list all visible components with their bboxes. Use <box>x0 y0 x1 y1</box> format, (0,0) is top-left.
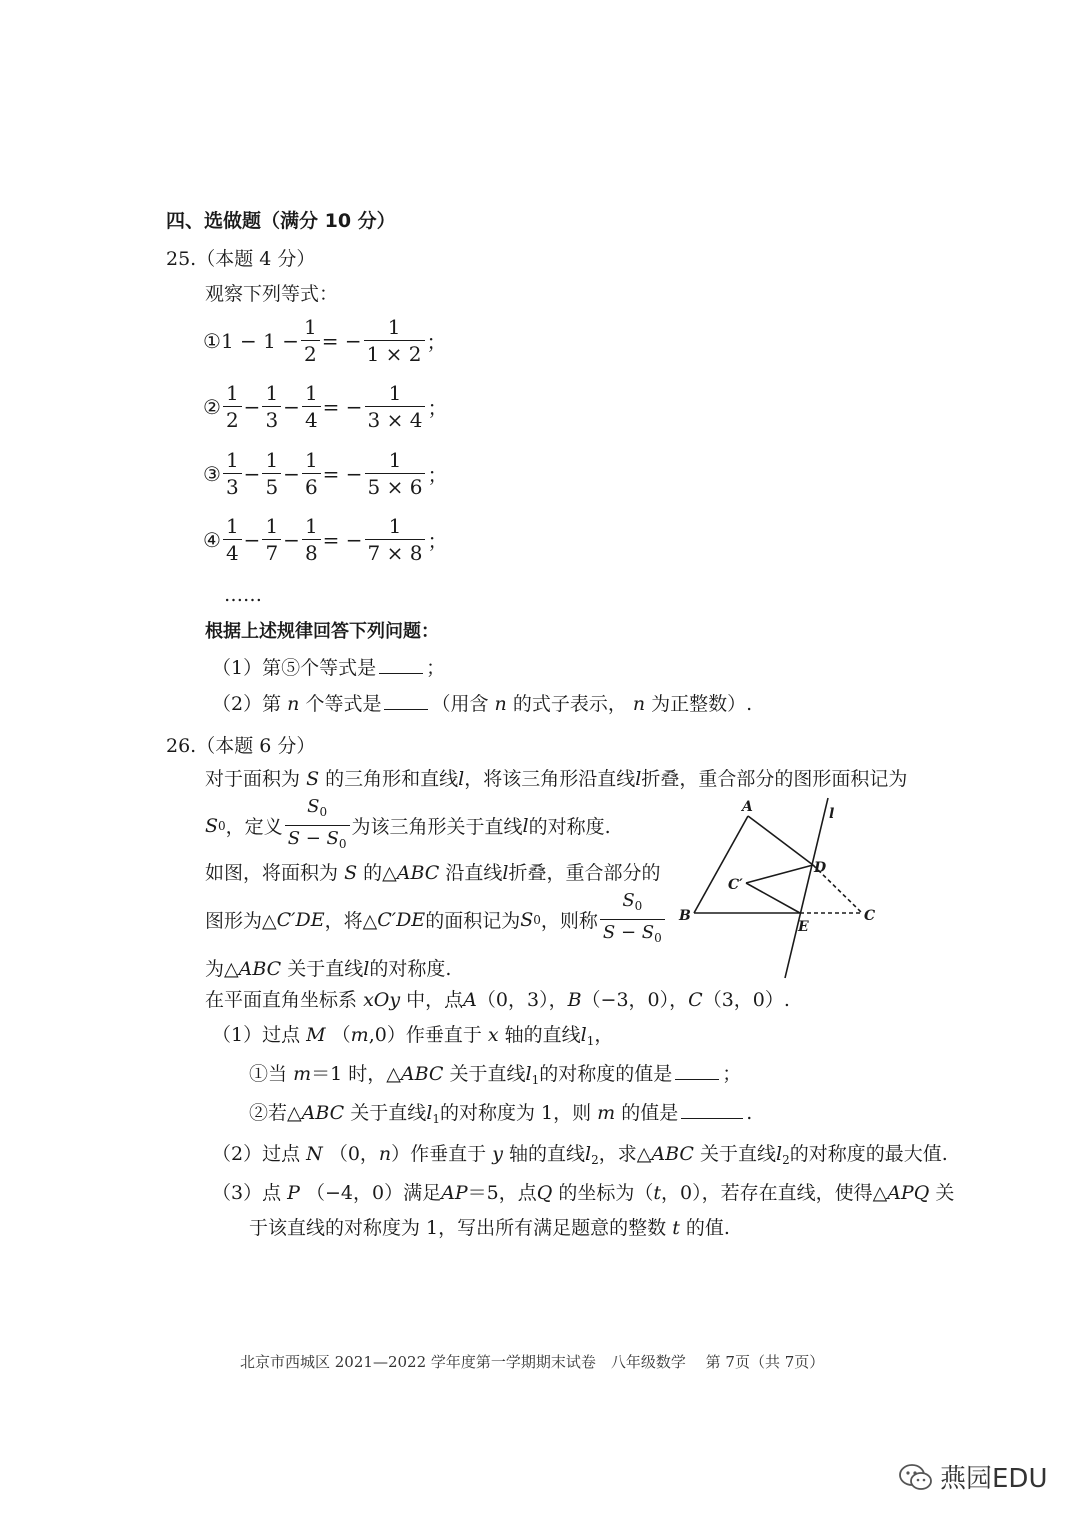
q26-sub-2: （2）过点 N （0，n）作垂直于 y 轴的直线$l_2$，求△ABC 关于直线$l_2$的对称度的最大值. <box>212 1143 948 1167</box>
q26-line-6: 在平面直角坐标系 xOy 中，点A（0，3），B（−3，0），C（3，0）. <box>205 989 790 1011</box>
label-d: D <box>814 860 827 876</box>
answer-blank[interactable] <box>379 655 423 674</box>
page-footer: 北京市西城区 2021—2022 学年度第一学期期末试卷 八年级数学 第 7页（共 7页） <box>240 1353 825 1371</box>
label-b: B <box>679 908 691 924</box>
q26-sub-1: （1）过点 M （m,0）作垂直于 x 轴的直线$l_1$， <box>212 1024 614 1048</box>
section-title: 四、选做题（满分 10 分） <box>166 210 396 232</box>
q26-line-1: 对于面积为 S 的三角形和直线l，将该三角形沿直线l折叠，重合部分的图形面积记为 <box>205 768 908 790</box>
answer-blank[interactable] <box>681 1100 743 1119</box>
watermark-text: 燕园EDU <box>940 1464 1048 1494</box>
q26-line-5: 为△ABC 关于直线l的对称度. <box>205 958 452 980</box>
q25-equation-1: ① 1 − 1 − $\frac{1}{2}$ = − $\frac{1}{1 \times 2}$ ； <box>203 315 447 366</box>
answer-blank[interactable] <box>384 691 428 710</box>
watermark <box>898 1458 1047 1495</box>
fold-figure <box>670 790 890 990</box>
segment-cd-prime <box>746 865 813 883</box>
segment-ad <box>748 816 813 865</box>
q26-sub-3-cont: 于该直线的对称度为 1，写出所有满足题意的整数 t 的值. <box>249 1217 730 1239</box>
label-a: A <box>742 799 753 815</box>
q25-equation-2: ② $\frac{1}{2}$ − $\frac{1}{3}$ − $\frac{1}{4}$ = − $\frac{1}{3 \times 4}$ ； <box>203 381 448 432</box>
segment-ab <box>694 816 748 913</box>
q25-ellipsis: …… <box>224 584 262 606</box>
q26-line-4: 图形为△ C′DE ，将△ C′DE 的面积记为 S 0 ，则称 $\frac{S_0}{S - S_0}$ <box>205 888 667 951</box>
q26-sub-1-i: ①当 m＝1 时，△ABC 关于直线$l_1$的对称度的值是 ； <box>249 1063 742 1087</box>
wechat-icon <box>898 1462 934 1492</box>
label-c-prime: C′ <box>728 877 743 893</box>
line-l <box>785 798 828 978</box>
label-e: E <box>798 919 809 935</box>
q25-prompt: 根据上述规律回答下列问题： <box>205 621 439 642</box>
segment-ce-prime <box>746 883 800 913</box>
label-c: C <box>864 908 876 924</box>
q26-header: 26.（本题 6 分） <box>166 735 316 757</box>
q26-line-3: 如图，将面积为 S 的△ABC 沿直线l折叠，重合部分的 <box>205 862 661 884</box>
label-l: l <box>829 806 835 822</box>
answer-blank[interactable] <box>675 1061 719 1080</box>
q26-sub-3: （3）点 P （−4，0）满足AP＝5，点Q 的坐标为（t，0），若存在直线，使得△APQ 关 <box>212 1182 955 1204</box>
q25-equation-4: ④ $\frac{1}{4}$ − $\frac{1}{7}$ − $\frac{1}{8}$ = − $\frac{1}{7 \times 8}$ ； <box>203 514 448 565</box>
q26-sub-1-ii: ②若△ABC 关于直线$l_1$的对称度为 1，则 m 的值是 . <box>249 1102 753 1126</box>
q26-line-2: S 0 ，定义 $\frac{S_0}{S - S_0}$ 为该三角形关于直线 l 的对称度. <box>205 794 611 857</box>
q25-part-2: （2）第 n 个等式是 （用含 n 的式子表示， n 为正整数）. <box>212 693 753 715</box>
q25-equation-3: ③ $\frac{1}{3}$ − $\frac{1}{5}$ − $\frac{1}{6}$ = − $\frac{1}{5 \times 6}$ ； <box>203 448 448 499</box>
q25-part-1: （1）第⑤个等式是 ； <box>212 657 446 679</box>
q25-intro: 观察下列等式： <box>205 283 339 305</box>
q25-header: 25.（本题 4 分） <box>166 248 316 270</box>
